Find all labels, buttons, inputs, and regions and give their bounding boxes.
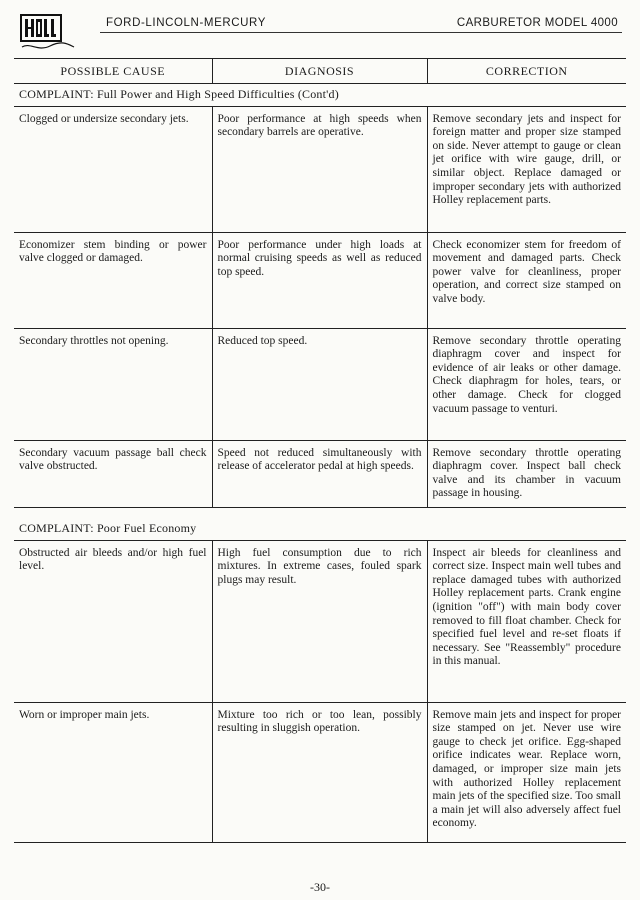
header-rule <box>100 32 622 33</box>
cause-cell: Clogged or undersize secondary jets. <box>14 106 212 232</box>
correction-cell: Inspect air bleeds for cleanliness and correct size. Inspect main well tubes and replace damaged tubes with authorized Holley replacement parts. Crank engine (ignition "off") with main body cover removed to fill float chamber. Check for specified fuel level and re-set floats if necessary. See "Reassembly" procedure in this manual. <box>427 540 626 702</box>
column-header-diagnosis: DIAGNOSIS <box>212 59 427 84</box>
table-row <box>14 106 626 232</box>
troubleshooting-table <box>14 58 626 843</box>
diagnosis-cell: High fuel consumption due to rich mixtures. In extreme cases, fouled spark plugs may result. <box>212 540 427 702</box>
column-header-row <box>14 59 626 84</box>
cause-cell: Worn or improper main jets. <box>14 702 212 842</box>
complaint-heading <box>14 507 626 540</box>
diagnosis-cell: Poor performance at high speeds when secondary barrels are operative. <box>212 106 427 232</box>
diagnosis-cell: Poor performance under high loads at normal cruising speeds as well as reduced top speed. <box>212 232 427 328</box>
column-header-cause: POSSIBLE CAUSE <box>14 59 212 84</box>
cause-cell: Obstructed air bleeds and/or high fuel level. <box>14 540 212 702</box>
complaint-heading <box>14 84 626 107</box>
table-row <box>14 540 626 702</box>
cause-cell: Secondary vacuum passage ball check valve obstructed. <box>14 440 212 507</box>
diagnosis-cell: Mixture too rich or too lean, possibly resulting in sluggish operation. <box>212 702 427 842</box>
cause-cell: Secondary throttles not opening. <box>14 328 212 440</box>
table-row <box>14 440 626 507</box>
complaint-full-power: COMPLAINT: Full Power and High Speed Difficulties (Cont'd) <box>14 84 626 107</box>
diagnosis-cell: Reduced top speed. <box>212 328 427 440</box>
cause-cell: Economizer stem binding or power valve clogged or damaged. <box>14 232 212 328</box>
column-header-correction: CORRECTION <box>427 59 626 84</box>
table-row <box>14 702 626 842</box>
holley-logo <box>20 14 76 52</box>
table-row <box>14 232 626 328</box>
correction-cell: Remove secondary throttle operating diaphragm cover and inspect for evidence of air leaks or other damage. Check diaphragm for holes, tears, or other damage. Check for clogged vacuum passage to venturi. <box>427 328 626 440</box>
table-row <box>14 328 626 440</box>
header-manufacturer: FORD-LINCOLN-MERCURY <box>106 17 267 29</box>
correction-cell: Check economizer stem for freedom of movement and damaged parts. Check power valve for cleanliness, proper operation, and correct size stamped on valve body. <box>427 232 626 328</box>
correction-cell: Remove secondary jets and inspect for foreign matter and proper size stamped on side. Never attempt to gauge or clean jet orifice with wire gauge, drill, or similar object. Replace damaged or improper secondary jets with authorized Holley replacement parts. <box>427 106 626 232</box>
header-model: CARBURETOR MODEL 4000 <box>456 17 618 29</box>
diagnosis-cell: Speed not reduced simultaneously with release of accelerator pedal at high speeds. <box>212 440 427 507</box>
correction-cell: Remove main jets and inspect for proper size stamped on jet. Never use wire gauge to check jet orifice. Egg-shaped orifice indicates wear. Replace worn, damaged, or improper size main jets with authorized Holley replacement main jets of the specified size. Too small a main jet will also adversely affect fuel economy. <box>427 702 626 842</box>
correction-cell: Remove secondary throttle operating diaphragm cover. Inspect ball check valve and its chamber in vacuum passage in housing. <box>427 440 626 507</box>
complaint-fuel-economy: COMPLAINT: Poor Fuel Economy <box>14 507 626 540</box>
page-number: -30- <box>310 880 330 894</box>
